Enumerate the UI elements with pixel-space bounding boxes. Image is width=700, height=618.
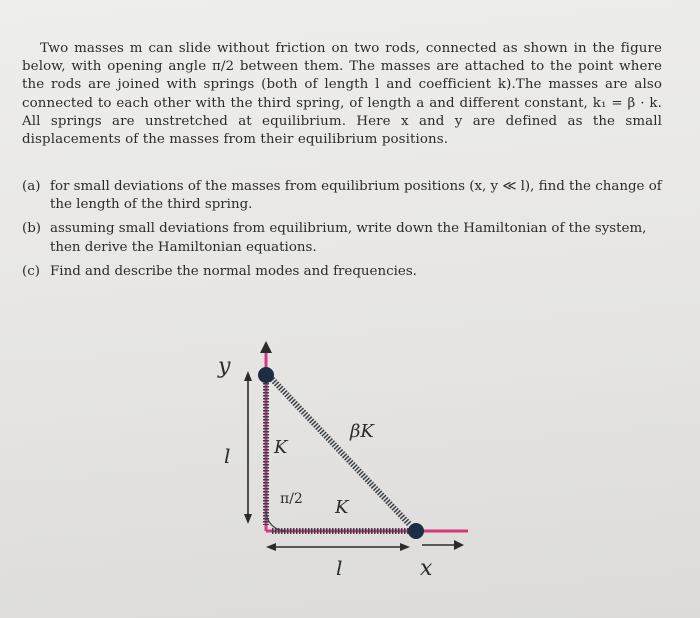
- part-a-label: (a): [22, 179, 41, 194]
- part-a-text: for small deviations of the masses from equilibrium positions (x, y ≪ l), find the change of the length of the third spring.: [50, 179, 662, 213]
- part-c-text: Find and describe the normal modes and frequencies.: [50, 263, 417, 279]
- part-c-label: (c): [22, 263, 40, 279]
- vertical-dimension-arrowhead-top: [244, 371, 252, 381]
- mass-top: [258, 367, 274, 383]
- intro-text: Two masses m can slide without friction on two rods, connected as shown in the figure below, with opening angle π/2 between them. The masses are attached to the point where the rods are joined with springs (both of length l and coefficient k).The masses are also connected to each other with the third spring, of length a and different constant, k₁ = β · k. All springs are unstretched at equilibrium. Here x and y are defined as the small displacements of the masses from their equilibrium positions.: [22, 41, 662, 148]
- y-arrowhead: [260, 341, 272, 353]
- part-b-label: (b): [22, 221, 42, 237]
- horizontal-dimension-arrowhead-right: [400, 543, 410, 551]
- part-b: [22, 220, 662, 256]
- part-b-text: assuming small deviations from equilibrium, write down the Hamiltonian of the system, then derive the Hamiltonian equations.: [50, 221, 647, 255]
- vertical-dimension-arrowhead-bottom: [244, 514, 252, 524]
- horizontal-length-label: l: [336, 556, 343, 580]
- x-axis-label: x: [420, 556, 433, 581]
- diagonal-spring-label: βK: [350, 421, 374, 442]
- problem-parts: [22, 178, 662, 287]
- vertical-spring-label: K: [274, 437, 288, 458]
- angle-arc: [266, 511, 286, 531]
- spring-mass-figure: [200, 335, 480, 585]
- part-c: [22, 263, 662, 281]
- vertical-length-label: l: [224, 444, 231, 468]
- horizontal-spring-label: K: [335, 497, 349, 518]
- angle-label: π/2: [280, 491, 303, 507]
- problem-intro: [22, 40, 662, 149]
- x-arrowhead: [454, 540, 464, 550]
- horizontal-dimension-arrowhead-left: [266, 543, 276, 551]
- part-a: [22, 178, 662, 214]
- mass-right: [408, 523, 424, 539]
- y-axis-label: y: [218, 354, 231, 379]
